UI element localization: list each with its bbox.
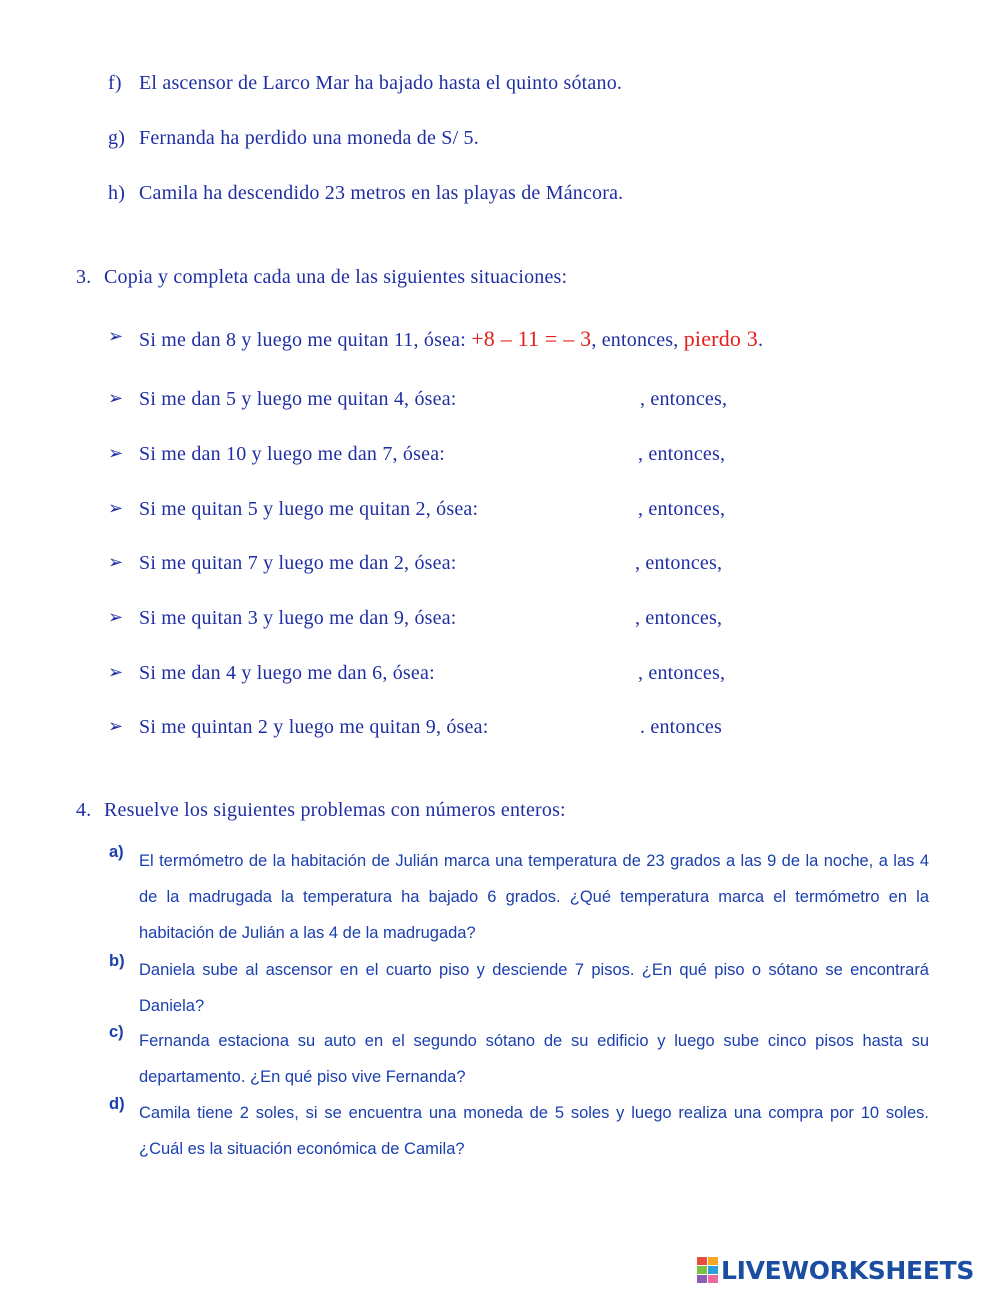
example-expression: +8 – 11 = – 3 <box>471 326 592 351</box>
question-title: Copia y completa cada una de las siguientes situaciones: <box>104 266 568 288</box>
problem-label: a) <box>109 843 124 861</box>
example-text: Si me dan 8 y luego me quitan 11, ósea: <box>139 329 472 351</box>
arrow-bullet-icon: ➢ <box>108 607 124 627</box>
item-text: Fernanda ha perdido una moneda de S/ 5. <box>139 127 479 149</box>
arrow-bullet-icon: ➢ <box>108 552 124 572</box>
bullet-text: Si me quitan 3 y luego me dan 9, ósea: <box>139 607 457 629</box>
question-number: 3. <box>76 266 92 288</box>
problem-label: b) <box>109 952 125 970</box>
item-letter: g) <box>108 127 126 149</box>
bullet-end: , entonces, <box>638 443 726 465</box>
bullet-end: , entonces, <box>640 388 728 410</box>
problem-text: Camila tiene 2 soles, si se encuentra una moneda de 5 soles y luego realiza una compra por 10 soles. ¿Cuál es la situación económica de Camila? <box>139 1104 929 1158</box>
example-result: pierdo 3 <box>683 326 758 351</box>
item-letter: h) <box>108 182 126 204</box>
arrow-bullet-icon: ➢ <box>108 662 124 682</box>
bullet-end: , entonces, <box>638 662 726 684</box>
liveworksheets-logo[interactable] <box>697 1255 974 1285</box>
bullet-end: , entonces, <box>635 552 723 574</box>
arrow-bullet-icon: ➢ <box>108 716 124 736</box>
bullet-end: , entonces, <box>635 607 723 629</box>
problem-label: c) <box>109 1023 124 1041</box>
example-end: . <box>758 329 764 351</box>
arrow-bullet-icon: ➢ <box>108 443 124 463</box>
bullet-text: Si me quitan 7 y luego me dan 2, ósea: <box>139 552 457 574</box>
bullet-text: Si me dan 10 y luego me dan 7, ósea: <box>139 443 446 465</box>
logo-text: LIVEWORKSHEETS <box>721 1255 975 1285</box>
bullet-text: Si me quintan 2 y luego me quitan 9, ósea: <box>139 716 489 738</box>
example-mid: , entonces, <box>591 329 684 351</box>
problem-text: El termómetro de la habitación de Julián marca una temperatura de 23 grados a las 9 de la noche, a las 4 de la madrugada la temperatura ha bajado 6 grados. ¿Qué temperatura marca el termómetro en la habitación de Julián a las 4 de la madrugada? <box>139 852 929 942</box>
arrow-bullet-icon: ➢ <box>108 388 124 408</box>
bullet-text: Si me dan 4 y luego me dan 6, ósea: <box>139 662 435 684</box>
item-text: El ascensor de Larco Mar ha bajado hasta el quinto sótano. <box>139 72 623 94</box>
question-number: 4. <box>76 799 92 821</box>
arrow-bullet-icon: ➢ <box>108 326 124 346</box>
example-text-wrap <box>139 326 763 352</box>
arrow-bullet-icon: ➢ <box>108 498 124 518</box>
bullet-text: Si me quitan 5 y luego me quitan 2, ósea: <box>139 498 479 520</box>
item-letter: f) <box>108 72 122 94</box>
problem-text: Fernanda estaciona su auto en el segundo sótano de su edificio y luego sube cinco pisos hasta su departamento. ¿En qué piso vive Fernanda? <box>139 1032 929 1086</box>
bullet-text: Si me dan 5 y luego me quitan 4, ósea: <box>139 388 457 410</box>
problem-text: Daniela sube al ascensor en el cuarto piso y desciende 7 pisos. ¿En qué piso o sótano se encontrará Daniela? <box>139 961 929 1015</box>
problem-label: d) <box>109 1095 125 1113</box>
liveworksheets-logo-icon <box>697 1257 718 1283</box>
bullet-end: , entonces, <box>638 498 726 520</box>
bullet-end: . entonces <box>640 716 722 738</box>
question-title: Resuelve los siguientes problemas con números enteros: <box>104 799 566 821</box>
item-text: Camila ha descendido 23 metros en las playas de Máncora. <box>139 182 624 204</box>
